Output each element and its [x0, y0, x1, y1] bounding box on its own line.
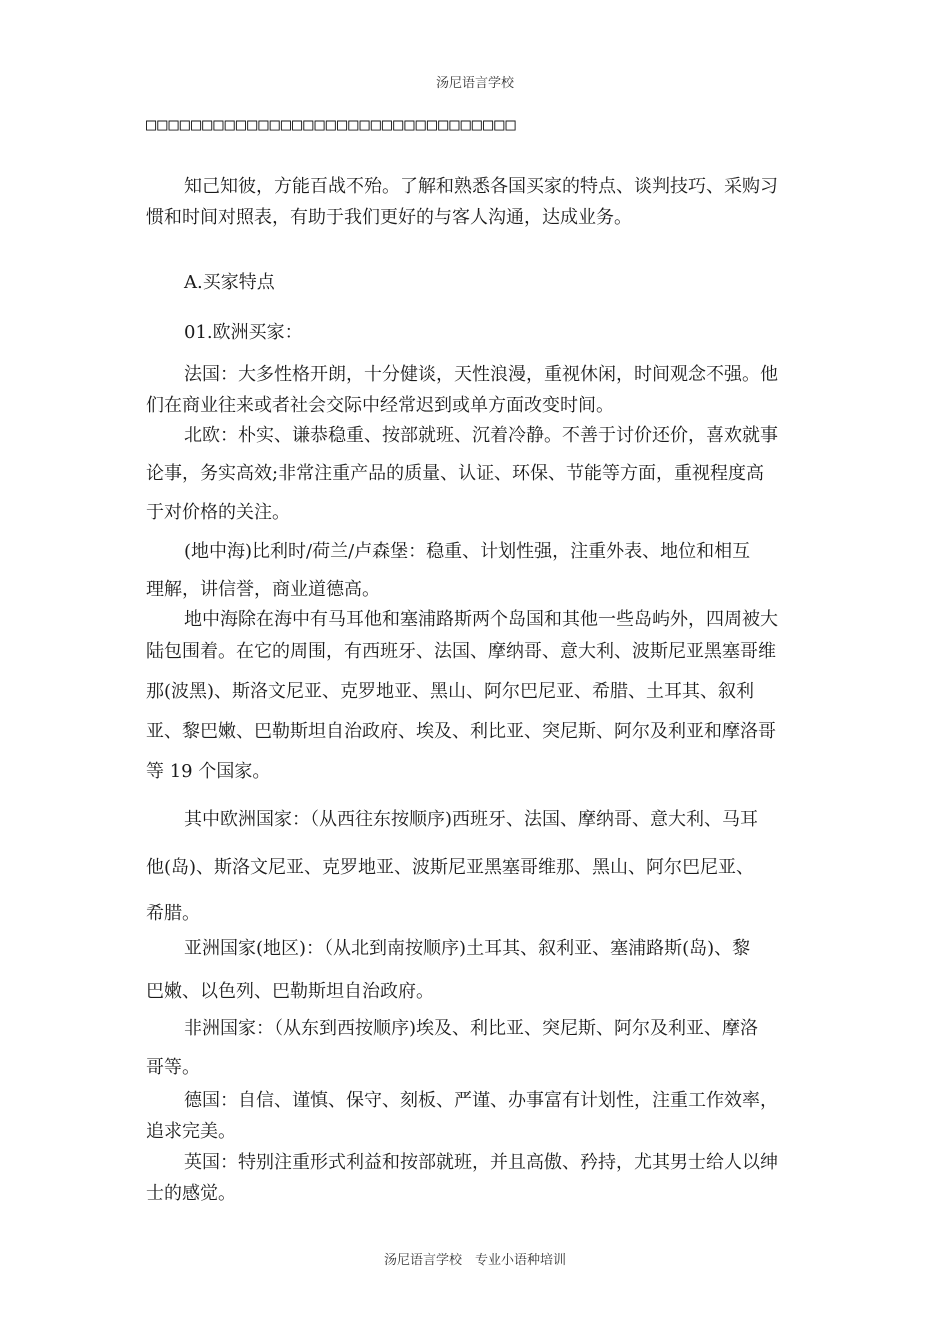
- para-europe-3: 希腊。: [146, 903, 200, 924]
- intro-line-1: 知己知彼，方能百战不殆。了解和熟悉各国买家的特点、谈判技巧、采购习: [184, 176, 778, 197]
- para-med-3: 那(波黑)、斯洛文尼亚、克罗地亚、黑山、阿尔巴尼亚、希腊、土耳其、叙利: [146, 681, 755, 702]
- para-germany-1: 德国：自信、谨慎、保守、刻板、严谨、办事富有计划性，注重工作效率，: [184, 1090, 778, 1111]
- para-med-1: 地中海除在海中有马耳他和塞浦路斯两个岛国和其他一些岛屿外，四周被大: [184, 609, 778, 630]
- section-a-heading: A.买家特点: [184, 272, 275, 293]
- para-africa-1: 非洲国家：（从东到西按顺序)埃及、利比亚、突尼斯、阿尔及利亚、摩洛: [184, 1018, 759, 1039]
- para-uk-2: 士的感觉。: [146, 1183, 236, 1204]
- para-benelux-2: 理解，讲信誉，商业道德高。: [146, 579, 380, 600]
- page-header: 汤尼语言学校: [435, 76, 514, 91]
- intro-line-2: 惯和时间对照表，有助于我们更好的与客人沟通，达成业务。: [146, 207, 632, 228]
- para-nordic-1: 北欧：朴实、谦恭稳重、按部就班、沉着冷静。不善于讨价还价，喜欢就事: [184, 425, 778, 446]
- para-asia-1: 亚洲国家(地区)：（从北到南按顺序)土耳其、叙利亚、塞浦路斯(岛)、黎: [184, 938, 751, 959]
- para-med-5: 等 19 个国家。: [146, 761, 271, 782]
- para-europe-2: 他(岛)、斯洛文尼亚、克罗地亚、波斯尼亚黑塞哥维那、黑山、阿尔巴尼亚、: [146, 857, 755, 878]
- para-asia-2: 巴嫩、以色列、巴勒斯坦自治政府。: [146, 981, 434, 1002]
- para-med-4: 亚、黎巴嫩、巴勒斯坦自治政府、埃及、利比亚、突尼斯、阿尔及利亚和摩洛哥: [146, 721, 776, 742]
- garbled-title: □□□□□□□□□□□□□□□□□□□□□□□□□□□□□□□□□: [146, 115, 517, 135]
- para-nordic-3: 于对价格的关注。: [146, 502, 290, 523]
- para-nordic-2: 论事，务实高效;非常注重产品的质量、认证、环保、节能等方面，重视程度高: [146, 463, 765, 484]
- para-europe-1: 其中欧洲国家：（从西往东按顺序)西班牙、法国、摩纳哥、意大利、马耳: [184, 809, 759, 830]
- para-germany-2: 追求完美。: [146, 1121, 236, 1142]
- para-france-1: 法国：大多性格开朗，十分健谈，天性浪漫，重视休闲，时间观念不强。他: [184, 364, 778, 385]
- page-footer: 汤尼语言学校 专业小语种培训: [383, 1253, 566, 1268]
- para-africa-2: 哥等。: [146, 1057, 200, 1078]
- para-med-2: 陆包围着。在它的周围，有西班牙、法国、摩纳哥、意大利、波斯尼亚黑塞哥维: [146, 641, 776, 662]
- para-benelux-1: (地中海)比利时/荷兰/卢森堡：稳重、计划性强，注重外表、地位和相互: [184, 541, 751, 562]
- para-uk-1: 英国：特别注重形式利益和按部就班，并且高傲、矜持，尤其男士给人以绅: [184, 1152, 778, 1173]
- para-france-2: 们在商业往来或者社会交际中经常迟到或单方面改变时间。: [146, 395, 614, 416]
- subsection-01-heading: 01.欧洲买家：: [184, 322, 303, 343]
